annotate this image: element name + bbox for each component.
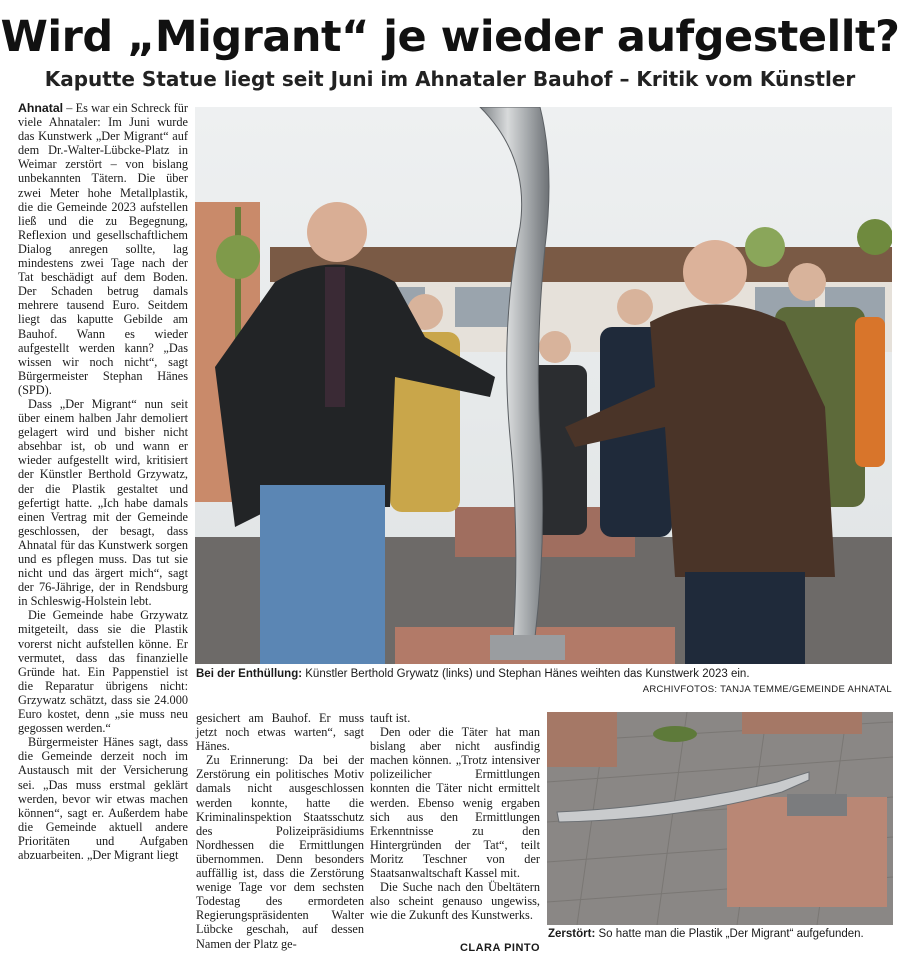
article-paragraph-3: Die Gemeinde habe Grzywatz mitgeteilt, dass sie die Plastik vorerst nicht aufstellen könne. Er vermutet, dass das finanzielle Gründe hat. Ein Pappenstiel ist die Reparatur übrigens nicht: Grzywatz schätzt, dass sie 24.000 Euro kostet, denn „sie muss neu gegossen werden.“ [18,608,188,736]
photo-unveiling-illustration [195,107,892,664]
caption-text: Künstler Berthold Grywatz (links) und Stephan Hänes weihten das Kunstwerk 2023 ein. [302,668,750,680]
photo-destroyed-illustration [547,712,893,925]
photo-unveiling [195,107,892,664]
dateline: Ahnatal [18,101,64,115]
article-paragraph-4: Bürgermeister Hänes sagt, dass die Gemeinde derzeit noch im Austausch mit der Versicherung sei. „Das muss erstmal geklärt werden, bevor wir etwas machen können“, sagt er. Außerdem habe die Gemeinde aktuell andere Prioritäten und Aufgaben abzuarbeiten. „Der Migrant liegt [18,735,188,862]
photo-credit: ARCHIVFOTOS: TANJA TEMME/GEMEINDE AHNATAL [642,684,892,695]
caption-label-destroyed: Zerstört: [548,928,596,940]
article-column-2 [196,711,364,951]
article-column-1 [18,101,188,862]
article-paragraph-2: Dass „Der Migrant“ nun seit über einem halben Jahr demoliert gelagert wird und bisher nicht absehbar ist, ob und wann er wieder aufgestellt wird, kritisiert der Künstler Berthold Grzywatz, der die Plastik gestaltet und gefertigt hatte. „Ich habe damals einen Vertrag mit der Gemeinde geschlossen, der besagt, dass Ahnatal für das Kunstwerk sorgen und es pflegen muss. Das tut sie nicht und das ärgert mich“, sagt der 76-Jährige, der in Rendsburg in Schleswig-Holstein lebt. [18,396,188,609]
article-paragraph-5: Zu Erinnerung: Da bei der Zerstörung ein politisches Motiv damals nicht ausgeschlossen werden konnte, hatte die Kriminalinspektion Staatsschutz des Polizeipräsidiums Nordhessen die Ermittlungen übernommen. Denn besonders auffällig ist, dass die Zerstörung wenige Tage vor dem sechsten Todestag des ermordeten Regierungspräsidenten Walter Lübcke geschah, auf dessen Namen der Platz ge- [196,753,364,951]
photo-destroyed-caption [548,927,893,941]
article-paragraph-5-continued: tauft ist. [370,711,411,725]
article-paragraph-7: Die Suche nach den Übeltätern also scheint genauso ungewiss, wie die Zukunft des Kunstwerks. [370,880,540,923]
article-paragraph-1-text: – Es war ein Schreck für viele Ahnataler: Im Juni wurde das Kunstwerk „Der Migrant“ auf dem Dr.-Walter-Lübcke-Platz in Weimar zerstört – von bislang unbekannten Tätern. Die über zwei Meter hohe Metallplastik, die die Gemeinde 2023 aufstellen ließ und die zu Begegnung, Reflexion und gesellschaftlichem Dialog anregen sollte, lag mindestens zwei Tage nach der Tat beschädigt auf dem Boden. Der Schaden betrug damals mehrere tausend Euro. Seitdem liegt das kaputte Gebilde am Bauhof. Wann es wieder aufgestellt werden kann? „Das wissen wir noch nicht“, sagt Bürgermeister Stephan Hänes (SPD). [18,101,188,397]
caption-text-destroyed: So hatte man die Plastik „Der Migrant“ aufgefunden. [595,928,864,940]
photo-destroyed [547,712,893,925]
photo-unveiling-caption [196,667,896,681]
subheadline: Kaputte Statue liegt seit Juni im Ahnataler Bauhof – Kritik vom Künstler [44,67,856,91]
article-column-3 [370,711,540,922]
article-paragraph-1 [18,101,188,397]
article-paragraph-4-continued: gesichert am Bauhof. Er muss jetzt noch etwas warten“, sagt Hänes. [196,711,364,754]
headline: Wird „Migrant“ je wieder aufgestellt? [0,12,900,62]
article-paragraph-6: Den oder die Täter hat man bislang aber nicht ausfindig machen können. „Trotz intensiver polizeilicher Ermittlungen konnten die Täter nicht ermittelt werden. Ebenso wenig ergaben sich aus den Ermittlungen Erkenntnisse zu den Hintergründen der Tat“, teilt Moritz Teschner von der Staatsanwaltschaft Kassel mit. [370,725,540,881]
author-byline: CLARA PINTO [459,942,540,954]
caption-label: Bei der Enthüllung: [196,668,303,680]
